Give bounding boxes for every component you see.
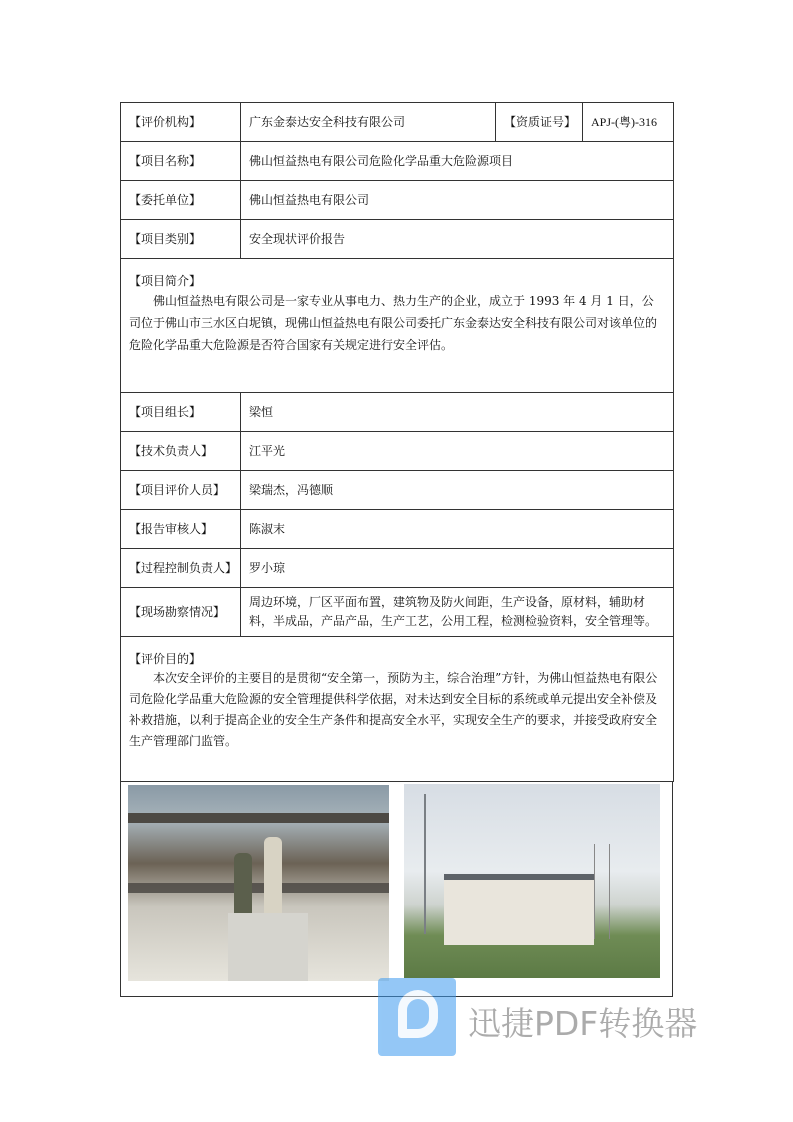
value-evaluators: 梁瑞杰，冯德顺 — [241, 471, 674, 510]
purpose-heading: 【评价目的】 — [129, 652, 202, 666]
row-survey — [121, 588, 674, 637]
value-client: 佛山恒益热电有限公司 — [241, 181, 674, 220]
value-cert: APJ-(粤)-316 — [583, 103, 674, 142]
row-tech-lead — [121, 432, 674, 471]
value-reviewer: 陈淑末 — [241, 510, 674, 549]
row-client — [121, 181, 674, 220]
value-process-ctrl: 罗小琼 — [241, 549, 674, 588]
label-survey: 【现场勘察情况】 — [121, 588, 241, 637]
intro-text: 佛山恒益热电有限公司是一家专业从事电力、热力生产的企业，成立于 1993 年 4 月 1 日，公司位于佛山市三水区白坭镇，现佛山恒益热电有限公司委托广东金泰达安全科技有限公司对该单位的危险化学品重大危险源是否符合国家有关规定进行安全评估。 — [129, 294, 658, 352]
row-category — [121, 220, 674, 259]
value-eval-org: 广东金泰达安全科技有限公司 — [241, 103, 496, 142]
row-project-name — [121, 142, 674, 181]
site-photo-inspectors — [128, 785, 389, 981]
row-eval-org — [121, 103, 674, 142]
value-survey: 周边环境，厂区平面布置，建筑物及防火间距，生产设备，原材料，辅助材料，半成品，产品产品，生产工艺，公用工程，检测检验资料，安全管理等。 — [241, 588, 674, 637]
intro-heading: 【项目简介】 — [129, 274, 202, 288]
info-table — [120, 102, 674, 782]
value-project-name: 佛山恒益热电有限公司危险化学品重大危险源项目 — [241, 142, 674, 181]
evaluation-info-sheet — [120, 102, 673, 997]
site-photo-building — [404, 784, 660, 978]
label-leader: 【项目组长】 — [121, 393, 241, 432]
label-cert: 【资质证号】 — [496, 103, 583, 142]
row-purpose — [121, 637, 674, 782]
pdf-converter-logo-icon — [378, 978, 456, 1056]
label-tech-lead: 【技术负责人】 — [121, 432, 241, 471]
row-intro — [121, 259, 674, 393]
value-category: 安全现状评价报告 — [241, 220, 674, 259]
intro-cell — [121, 259, 674, 393]
label-eval-org: 【评价机构】 — [121, 103, 241, 142]
site-photos — [120, 782, 673, 997]
row-leader — [121, 393, 674, 432]
label-category: 【项目类别】 — [121, 220, 241, 259]
label-client: 【委托单位】 — [121, 181, 241, 220]
label-project-name: 【项目名称】 — [121, 142, 241, 181]
value-tech-lead: 江平光 — [241, 432, 674, 471]
watermark-text: 迅捷PDF转换器 — [468, 1004, 698, 1043]
watermark — [378, 978, 728, 1056]
purpose-cell — [121, 637, 674, 782]
row-reviewer — [121, 510, 674, 549]
value-leader: 梁恒 — [241, 393, 674, 432]
label-process-ctrl: 【过程控制负责人】 — [121, 549, 241, 588]
row-process-ctrl — [121, 549, 674, 588]
row-evaluators — [121, 471, 674, 510]
label-evaluators: 【项目评价人员】 — [121, 471, 241, 510]
purpose-text: 本次安全评价的主要目的是贯彻“安全第一，预防为主，综合治理”方针，为佛山恒益热电有限公司危险化学品重大危险源的安全管理提供科学依据，对未达到安全目标的系统或单元提出安全补偿及补救措施，以利于提高企业的安全生产条件和提高安全水平，实现安全生产的要求，并接受政府安全生产管理部门监管。 — [129, 671, 658, 748]
label-reviewer: 【报告审核人】 — [121, 510, 241, 549]
